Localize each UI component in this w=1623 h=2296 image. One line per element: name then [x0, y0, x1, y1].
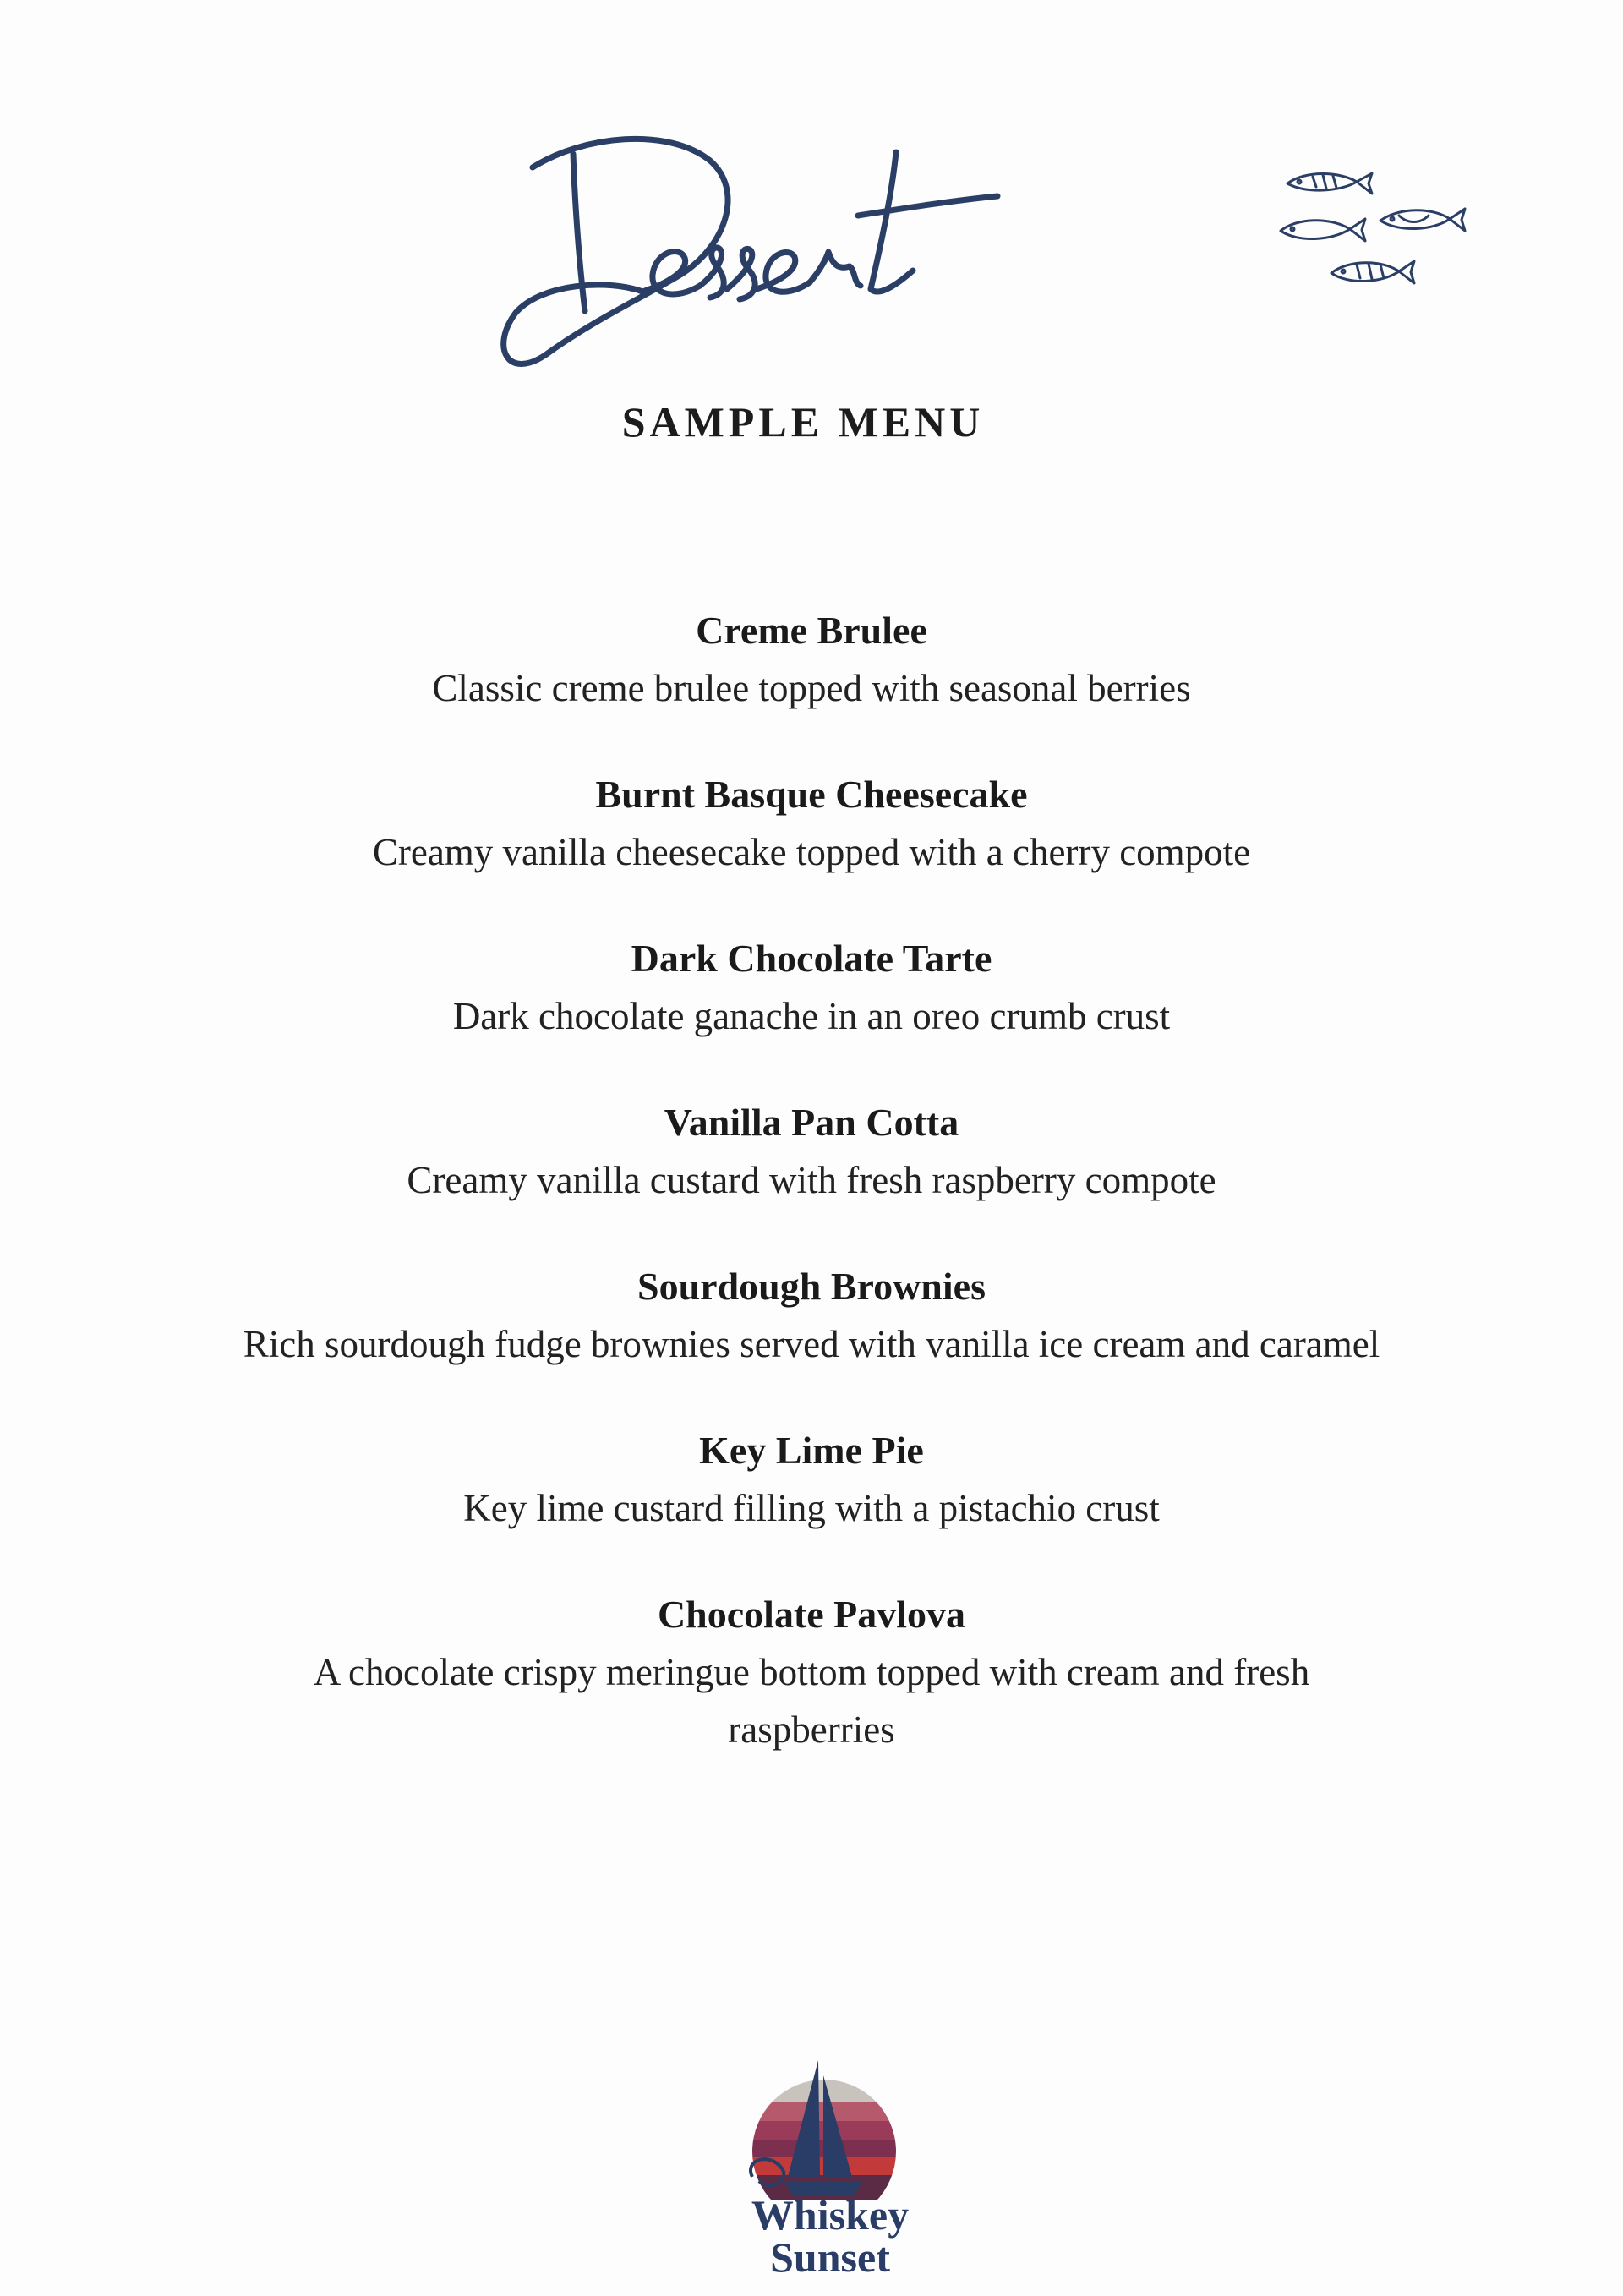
- logo-line-1: Whiskey: [751, 2191, 910, 2239]
- whiskey-sunset-logo: [735, 2050, 921, 2287]
- menu-item: [135, 930, 1488, 1045]
- menu-item-name: Chocolate Pavlova: [657, 1593, 966, 1636]
- page-title: [473, 101, 1048, 389]
- menu-item-name: Key Lime Pie: [699, 1429, 924, 1472]
- menu-item-description: Key lime custard filling with a pistachio crust: [463, 1487, 1160, 1529]
- menu-item-description: Creamy vanilla custard with fresh raspberry compote: [407, 1159, 1216, 1201]
- menu-item-name: Burnt Basque Cheesecake: [595, 773, 1028, 816]
- menu-subtitle: SAMPLE MENU: [621, 398, 985, 446]
- menu-item: [135, 1258, 1488, 1373]
- fish-icon: [1272, 165, 1475, 300]
- fish-illustration: [1272, 165, 1475, 300]
- menu-item: [135, 766, 1488, 881]
- menu-item-description: Rich sourdough fudge brownies served with vanilla ice cream and caramel: [243, 1323, 1380, 1365]
- menu-item: [135, 1586, 1488, 1758]
- sailboat-sunset-logo-icon: [735, 2050, 921, 2287]
- menu-item-name: Creme Brulee: [696, 609, 927, 652]
- menu-item: [135, 602, 1488, 717]
- menu-item-name: Sourdough Brownies: [637, 1265, 986, 1308]
- menu-item-description: Dark chocolate ganache in an oreo crumb crust: [452, 995, 1171, 1037]
- menu-item-description: A chocolate crispy meringue bottom topped with cream and fresh raspberries: [313, 1651, 1310, 1751]
- logo-line-2: Sunset: [770, 2233, 890, 2281]
- menu-item: [135, 1094, 1488, 1209]
- menu-item-name: Dark Chocolate Tarte: [631, 937, 992, 980]
- menu-item-description: Creamy vanilla cheesecake topped with a cherry compote: [372, 831, 1251, 873]
- menu-item: [135, 1422, 1488, 1537]
- menu-item-name: Vanilla Pan Cotta: [664, 1101, 959, 1144]
- dessert-menu-list: [135, 602, 1488, 1807]
- dessert-script-lettering: [473, 101, 1048, 389]
- menu-item-description: Classic creme brulee topped with seasonal berries: [432, 667, 1191, 709]
